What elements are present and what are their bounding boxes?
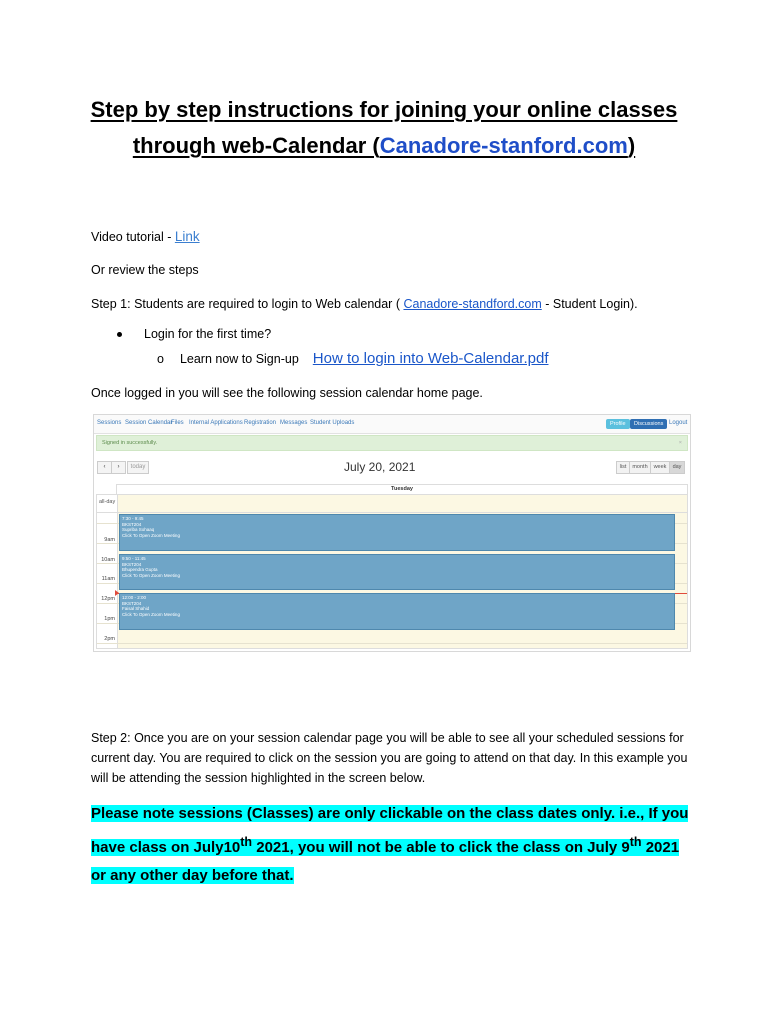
event-time: 7:30 - 9:45: [122, 516, 144, 521]
hour-label: 11am: [101, 576, 115, 582]
allday-label: all-day: [99, 499, 116, 505]
day-header: Tuesday: [116, 484, 688, 495]
sub-bullet-signup: [157, 350, 549, 367]
event-zoom-link[interactable]: Click To Open Zoom Meeting: [122, 611, 180, 617]
session-event[interactable]: [119, 514, 675, 551]
event-time: 12:00 - 2:00: [122, 595, 147, 600]
today-button[interactable]: today: [127, 461, 149, 474]
discussions-button[interactable]: Discussions: [630, 419, 667, 429]
step2-text: Step 2: Once you are on your session calendar page you will be able to see all your scheduled sessions for current day. You are required to click on the session you are going to attend on that day. In this example you will be attending the session highlighted in the screen below.: [91, 731, 688, 785]
bullet-text: Login for the first time?: [144, 327, 272, 341]
session-event[interactable]: [119, 593, 675, 630]
title-line-1: Step by step instructions for joining your online classes: [90, 97, 678, 122]
nav-sessions[interactable]: Sessions: [97, 420, 122, 426]
logged-in-text: Once logged in you will see the following session calendar home page.: [91, 386, 483, 400]
note-sup2: th: [629, 835, 642, 849]
allday-cell[interactable]: [117, 495, 687, 512]
step1-site-link[interactable]: Canadore-standford.com: [403, 297, 542, 311]
note-highlight: [91, 805, 688, 884]
event-zoom-link[interactable]: Click To Open Zoom Meeting: [122, 572, 180, 578]
bullet-dot-icon: [117, 332, 122, 337]
hour-label: 10am: [101, 557, 115, 563]
event-code: BKST204: [122, 600, 142, 606]
prev-button[interactable]: ‹: [97, 461, 112, 474]
view-week-button[interactable]: week: [650, 461, 670, 474]
bullet-first-time: [117, 327, 271, 341]
session-event[interactable]: [119, 554, 675, 590]
title-suffix: ): [627, 133, 636, 158]
next-button[interactable]: ›: [111, 461, 126, 474]
view-day-button[interactable]: day: [669, 461, 685, 474]
important-note: [91, 800, 691, 890]
nav-session-calendar[interactable]: Session Calendar: [125, 420, 173, 426]
note-part1: Please note sessions (Classes) are only clickable on the class dates only. i.e., If you have class on July10: [91, 805, 689, 856]
nav-messages[interactable]: Messages: [280, 420, 308, 426]
signed-in-alert: [96, 435, 688, 451]
note-part3: 2021 or any other day before that.: [91, 839, 680, 884]
hour-label: 9am: [104, 537, 115, 543]
video-tutorial-label: Video tutorial -: [91, 230, 175, 244]
video-tutorial-line: [91, 228, 200, 246]
allday-row: [96, 494, 688, 513]
title-prefix: through web-Calendar (: [132, 133, 380, 158]
event-person: Supriba Sohaaq: [122, 527, 155, 532]
event-person: Bhupendra Gupta: [122, 567, 158, 572]
time-grid: [96, 512, 688, 649]
event-code: BKST204: [122, 561, 142, 567]
hour-label: 2pm: [104, 636, 115, 642]
calendar-nav-bar: [94, 415, 690, 434]
sub-bullet-marker: o: [157, 352, 164, 366]
note-part2: 2021, you will not be able to click the class on July 9: [252, 839, 630, 856]
logout-link[interactable]: Logout: [669, 420, 688, 426]
step1-suffix: - Student Login).: [541, 297, 638, 311]
hour-label: 1pm: [104, 616, 115, 622]
calendar-screenshot: [93, 414, 691, 652]
nav-registration[interactable]: Registration: [244, 420, 277, 426]
nav-files[interactable]: Files: [171, 420, 184, 426]
title-site-link[interactable]: Canadore-stanford.com: [379, 133, 628, 158]
step1-prefix: Step 1: Students are required to login to Web calendar (: [91, 297, 404, 311]
event-time: 9:50 - 11:45: [122, 556, 146, 561]
view-list-button[interactable]: list: [616, 461, 630, 474]
note-sup1: th: [240, 835, 253, 849]
calendar-date-title: July 20, 2021: [344, 460, 416, 474]
title-line-2: [60, 128, 708, 164]
hour-label: 12pm: [101, 596, 115, 602]
event-person: Faisal Shahid: [122, 606, 150, 611]
nav-student-uploads[interactable]: Student Uploads: [310, 420, 355, 426]
profile-button[interactable]: Profile: [606, 419, 630, 429]
grid-hour-line: [97, 643, 687, 644]
signed-in-text: Signed in successfully.: [102, 440, 158, 446]
step1-text: [91, 296, 638, 313]
nav-internal-applications[interactable]: Internal Applications: [189, 420, 243, 426]
sub-bullet-text: Learn now to Sign-up: [179, 352, 299, 366]
view-month-button[interactable]: month: [629, 461, 651, 474]
event-code: BKST204: [122, 521, 142, 527]
close-icon[interactable]: ×: [678, 440, 682, 446]
signup-pdf-link[interactable]: How to login into Web-Calendar.pdf: [312, 350, 549, 367]
event-zoom-link[interactable]: Click To Open Zoom Meeting: [122, 532, 180, 538]
page-title: [60, 92, 708, 164]
video-tutorial-link[interactable]: Link: [174, 229, 200, 244]
review-steps-text: Or review the steps: [91, 263, 199, 277]
